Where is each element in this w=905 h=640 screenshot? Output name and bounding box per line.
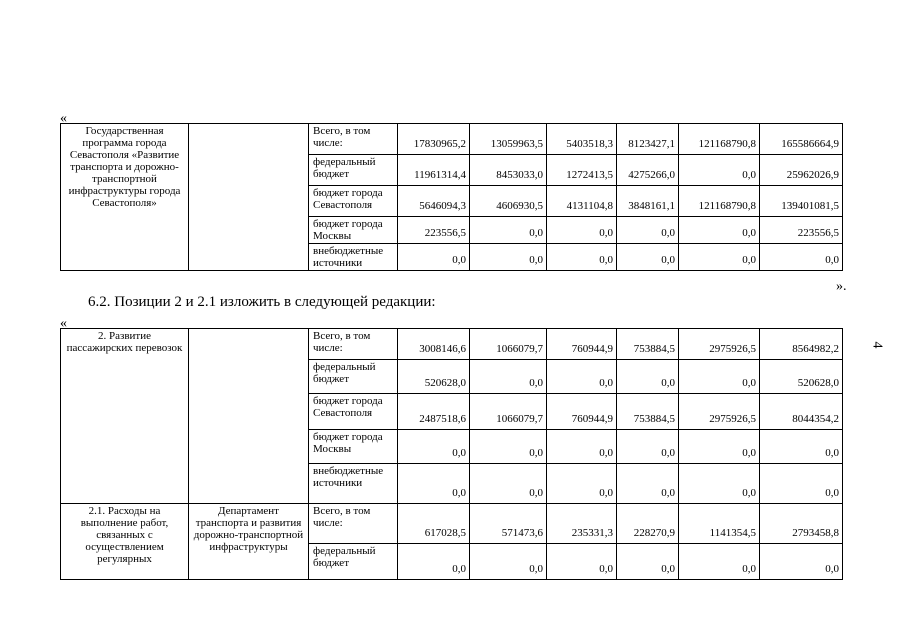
- value-cell: 0,0: [398, 464, 470, 504]
- funding-source: федеральный бюджет: [309, 360, 398, 394]
- funding-source: бюджет города Москвы: [309, 430, 398, 464]
- value-cell: 13059963,5: [470, 124, 547, 155]
- value-cell: 0,0: [760, 464, 843, 504]
- value-cell: 0,0: [547, 244, 617, 271]
- funding-source: федеральный бюджет: [309, 155, 398, 186]
- value-cell: 121168790,8: [679, 186, 760, 217]
- funding-source: бюджет города Севастополя: [309, 394, 398, 430]
- value-cell: 0,0: [679, 464, 760, 504]
- value-cell: 520628,0: [760, 360, 843, 394]
- value-cell: 617028,5: [398, 504, 470, 544]
- table-row: [61, 329, 843, 360]
- value-cell: 4606930,5: [470, 186, 547, 217]
- value-cell: 121168790,8: [679, 124, 760, 155]
- value-cell: 5646094,3: [398, 186, 470, 217]
- value-cell: 165586664,9: [760, 124, 843, 155]
- value-cell: 223556,5: [760, 217, 843, 244]
- value-cell: 0,0: [470, 544, 547, 580]
- value-cell: 760944,9: [547, 394, 617, 430]
- section-heading: 6.2. Позиции 2 и 2.1 изложить в следующей редакции:: [88, 294, 436, 310]
- program-table: [60, 123, 843, 271]
- table-row: [61, 504, 843, 544]
- value-cell: 0,0: [547, 360, 617, 394]
- value-cell: 8453033,0: [470, 155, 547, 186]
- value-cell: 1066079,7: [470, 329, 547, 360]
- item-name: Государственная программа города Севастополя «Развитие транспорта и дорожно-транспортной инфраструктуры города Севастополя»: [61, 124, 189, 271]
- value-cell: 5403518,3: [547, 124, 617, 155]
- value-cell: 753884,5: [617, 329, 679, 360]
- value-cell: 0,0: [617, 430, 679, 464]
- funding-source: федеральный бюджет: [309, 544, 398, 580]
- value-cell: 139401081,5: [760, 186, 843, 217]
- value-cell: 0,0: [547, 430, 617, 464]
- funding-source: бюджет города Севастополя: [309, 186, 398, 217]
- value-cell: 571473,6: [470, 504, 547, 544]
- value-cell: 0,0: [398, 244, 470, 271]
- item-name: 2.1. Расходы на выполнение работ, связанных с осуществлением регулярных: [61, 504, 189, 580]
- value-cell: 0,0: [398, 430, 470, 464]
- value-cell: 3848161,1: [617, 186, 679, 217]
- value-cell: 0,0: [470, 464, 547, 504]
- value-cell: 8123427,1: [617, 124, 679, 155]
- value-cell: 0,0: [470, 360, 547, 394]
- value-cell: 223556,5: [398, 217, 470, 244]
- value-cell: 0,0: [679, 244, 760, 271]
- value-cell: 0,0: [617, 544, 679, 580]
- opening-quote-2: «: [60, 316, 67, 331]
- value-cell: 2793458,8: [760, 504, 843, 544]
- value-cell: 8044354,2: [760, 394, 843, 430]
- funding-source: Всего, в том числе:: [309, 329, 398, 360]
- executor-cell: Департамент транспорта и развития дорожно-транспортной инфраструктуры: [189, 504, 309, 580]
- value-cell: 235331,3: [547, 504, 617, 544]
- value-cell: 25962026,9: [760, 155, 843, 186]
- executor-cell: [189, 124, 309, 271]
- funding-source: Всего, в том числе:: [309, 504, 398, 544]
- value-cell: 4131104,8: [547, 186, 617, 217]
- value-cell: 0,0: [617, 360, 679, 394]
- closing-quote: ».: [836, 279, 847, 294]
- value-cell: 8564982,2: [760, 329, 843, 360]
- value-cell: 760944,9: [547, 329, 617, 360]
- value-cell: 0,0: [679, 544, 760, 580]
- value-cell: 2487518,6: [398, 394, 470, 430]
- value-cell: 3008146,6: [398, 329, 470, 360]
- value-cell: 0,0: [679, 155, 760, 186]
- value-cell: 0,0: [547, 544, 617, 580]
- value-cell: 17830965,2: [398, 124, 470, 155]
- value-cell: 0,0: [470, 217, 547, 244]
- page-number: 4: [869, 341, 885, 349]
- executor-cell: [189, 329, 309, 504]
- value-cell: 1141354,5: [679, 504, 760, 544]
- value-cell: 0,0: [547, 464, 617, 504]
- value-cell: 2975926,5: [679, 329, 760, 360]
- value-cell: 228270,9: [617, 504, 679, 544]
- funding-source: бюджет города Москвы: [309, 217, 398, 244]
- value-cell: 0,0: [760, 244, 843, 271]
- value-cell: 753884,5: [617, 394, 679, 430]
- value-cell: 0,0: [679, 217, 760, 244]
- value-cell: 0,0: [617, 244, 679, 271]
- table-row: [61, 124, 843, 155]
- value-cell: 4275266,0: [617, 155, 679, 186]
- value-cell: 0,0: [398, 544, 470, 580]
- value-cell: 0,0: [679, 360, 760, 394]
- value-cell: 520628,0: [398, 360, 470, 394]
- value-cell: 0,0: [617, 217, 679, 244]
- value-cell: 0,0: [470, 430, 547, 464]
- value-cell: 11961314,4: [398, 155, 470, 186]
- funding-source: Всего, в том числе:: [309, 124, 398, 155]
- value-cell: 0,0: [760, 430, 843, 464]
- opening-quote: «: [60, 111, 67, 126]
- value-cell: 0,0: [470, 244, 547, 271]
- value-cell: 0,0: [679, 430, 760, 464]
- value-cell: 1272413,5: [547, 155, 617, 186]
- value-cell: 0,0: [760, 544, 843, 580]
- positions-table: [60, 328, 843, 580]
- value-cell: 0,0: [547, 217, 617, 244]
- value-cell: 1066079,7: [470, 394, 547, 430]
- funding-source: внебюджетные источники: [309, 464, 398, 504]
- value-cell: 2975926,5: [679, 394, 760, 430]
- item-name: 2. Развитие пассажирских перевозок: [61, 329, 189, 504]
- funding-source: внебюджетные источники: [309, 244, 398, 271]
- value-cell: 0,0: [617, 464, 679, 504]
